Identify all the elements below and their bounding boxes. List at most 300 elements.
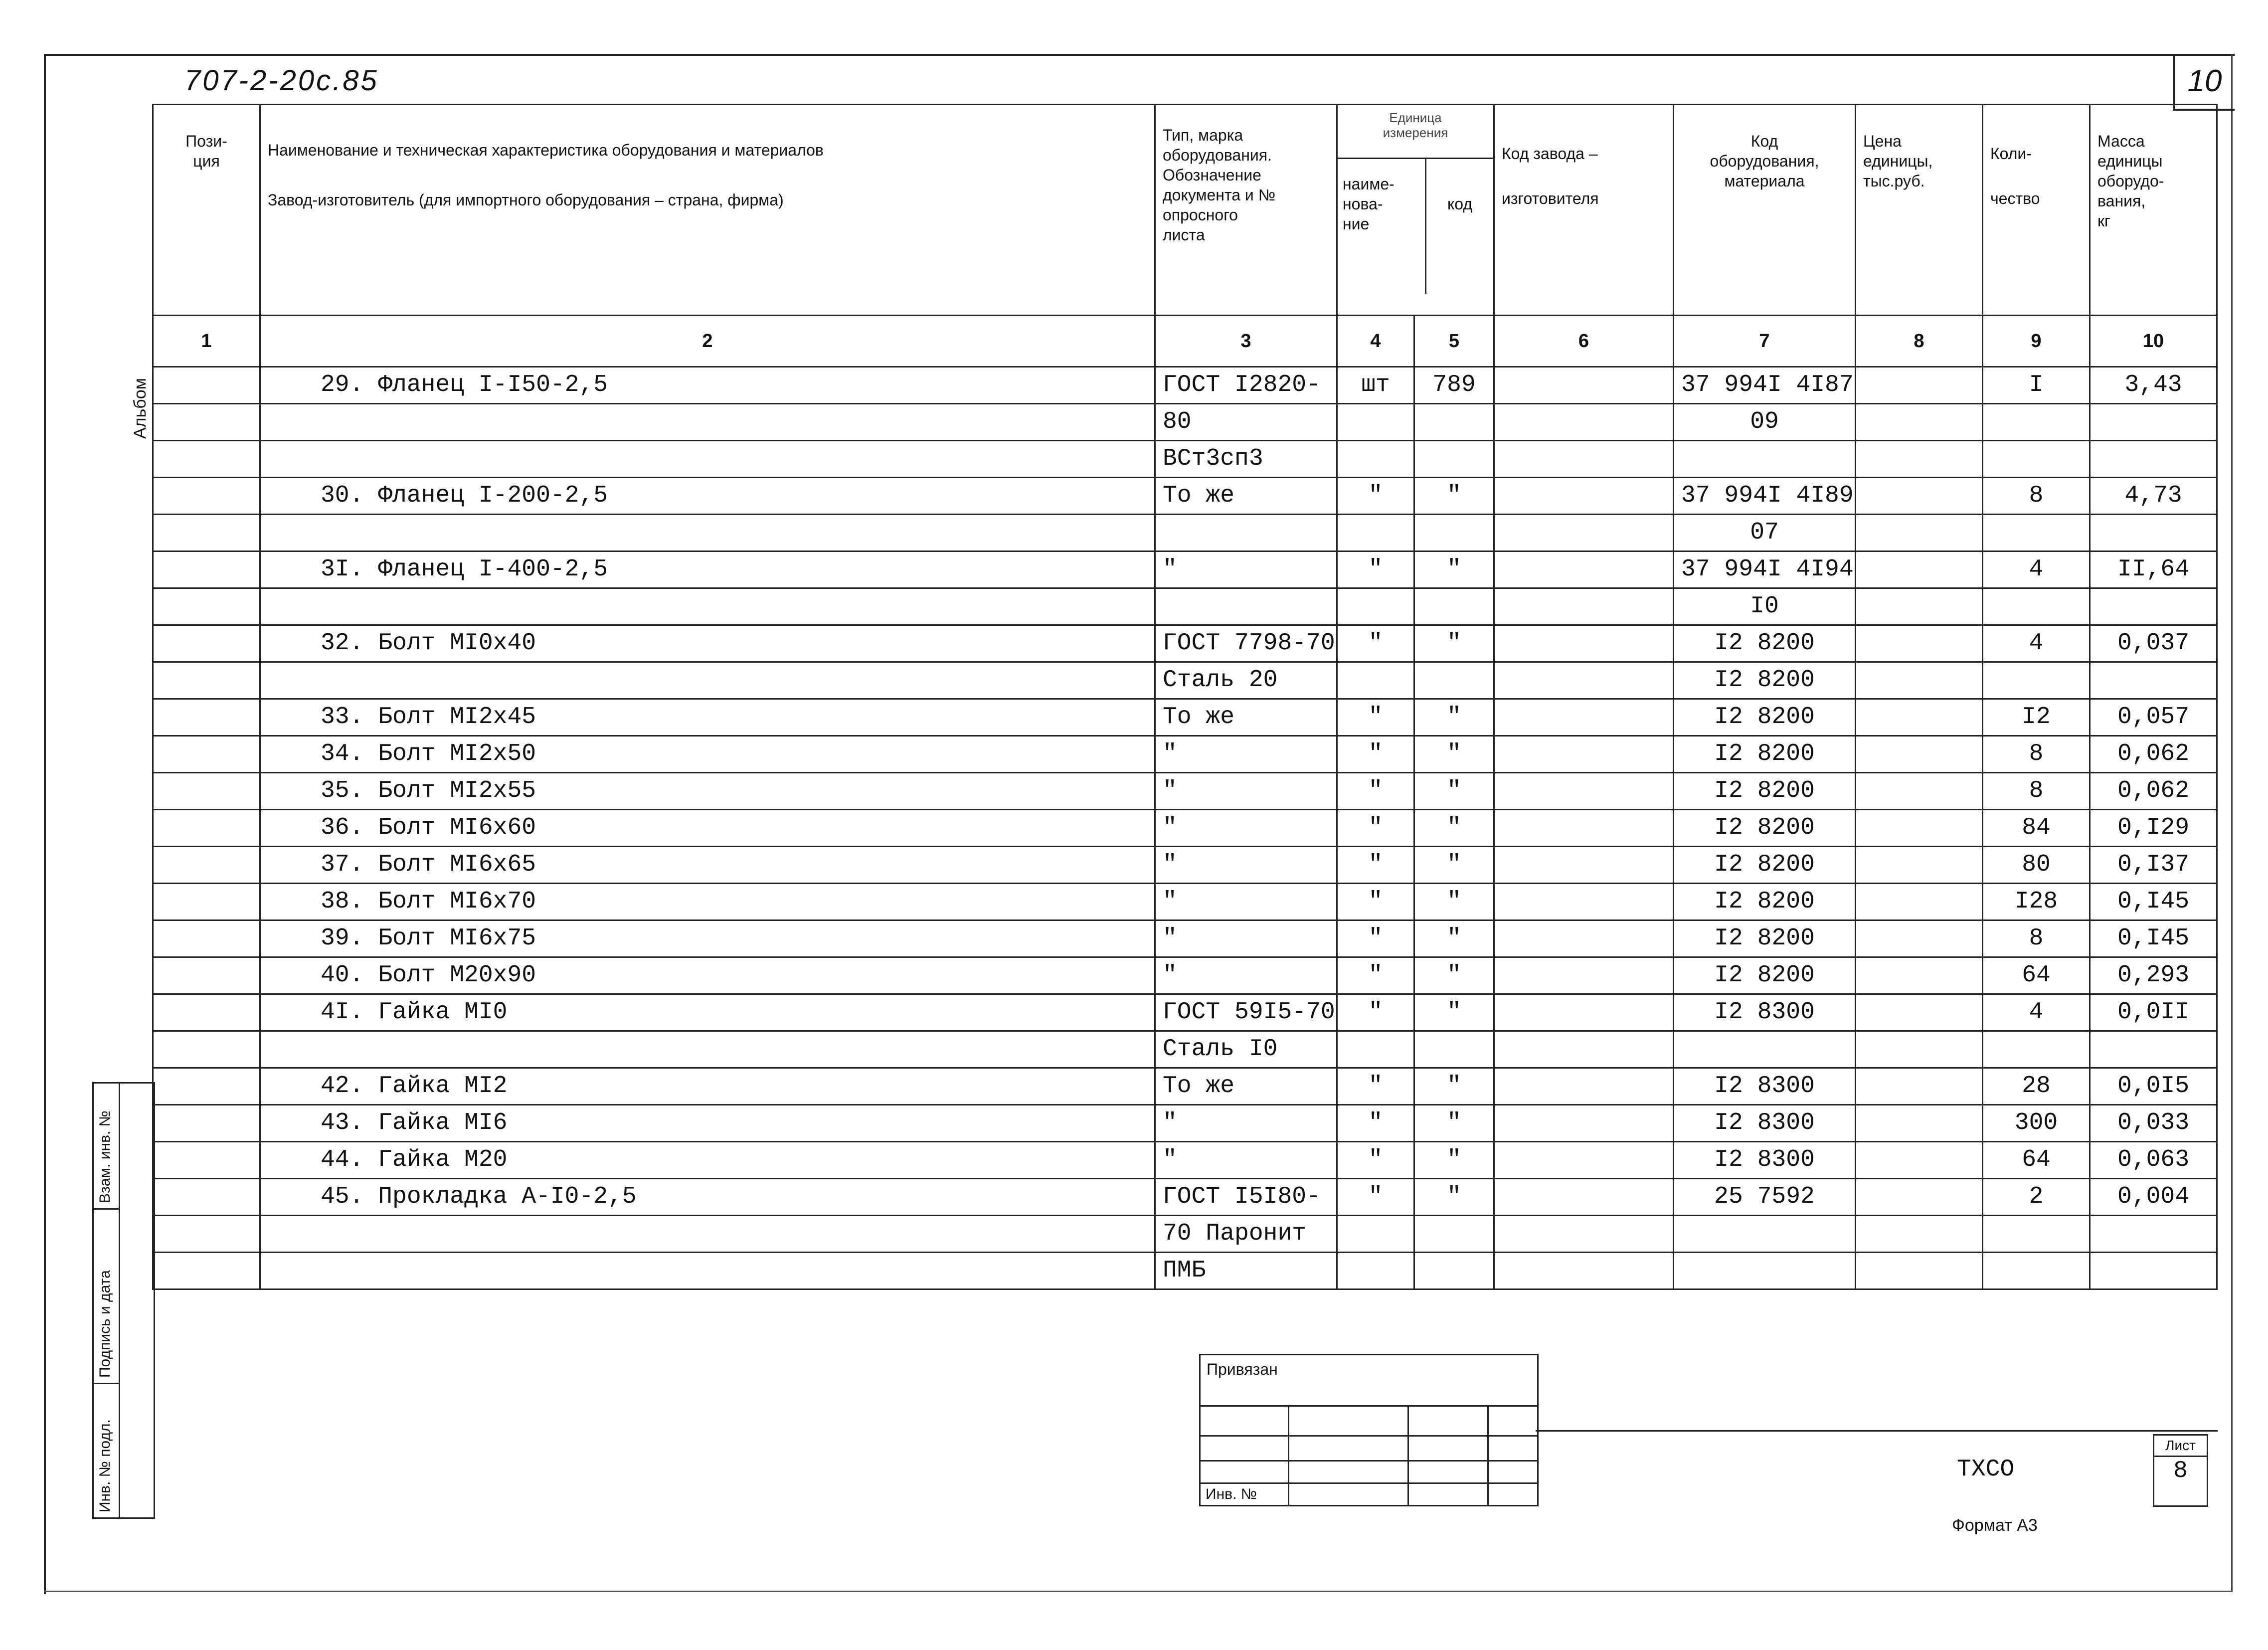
row-quantity: 4 [1983,551,2090,588]
row-equipment-code: I2 8300 [1674,994,1856,1031]
row-unit-code: " [1414,773,1494,810]
header-name [260,105,1155,316]
header-mass: Масса единицы оборудо- вания, кг [2090,105,2217,316]
row-mass: 0,062 [2090,736,2217,773]
row-position [153,1253,260,1289]
row-plant-code [1494,810,1674,847]
row-mass: 0,293 [2090,957,2217,994]
side-stamp-label-signature-date: Подпись и дата [97,1270,113,1378]
row-mass: 0,0I5 [2090,1068,2217,1105]
row-unit: " [1337,736,1414,773]
row-position [153,699,260,736]
row-unit: " [1337,1179,1414,1216]
table-row [153,847,2217,884]
row-type: " [1155,884,1337,920]
row-name: 4I. Гайка МI0 [260,994,1155,1031]
row-quantity [1983,1216,2090,1253]
binding-stamp-inv: Инв. № [1206,1486,1257,1502]
row-mass: 0,I45 [2090,920,2217,957]
frame-bottom-edge [44,1591,2233,1592]
row-equipment-code: I2 8300 [1674,1068,1856,1105]
row-name: 44. Гайка М20 [260,1142,1155,1179]
row-type: ПМБ [1155,1253,1337,1289]
row-quantity [1983,588,2090,625]
row-mass [2090,1253,2217,1289]
row-plant-code [1494,404,1674,441]
row-price [1856,367,1983,404]
stamp-line [1201,1405,1537,1407]
row-position [153,588,260,625]
table-row [153,699,2217,736]
table-row [153,1068,2217,1105]
row-unit-code: " [1414,957,1494,994]
row-type: То же [1155,478,1337,515]
column-number: 8 [1856,316,1983,367]
row-mass: 0,057 [2090,699,2217,736]
row-type: ГОСТ 7798-70 [1155,625,1337,662]
sheet-box [2153,1434,2208,1507]
sheet-corner-number: 10 [2173,54,2235,111]
row-unit [1337,1253,1414,1289]
row-price [1856,957,1983,994]
row-position [153,920,260,957]
row-position [153,478,260,515]
row-type: Сталь I0 [1155,1031,1337,1068]
row-position [153,957,260,994]
table-row [153,1179,2217,1216]
table-row [153,588,2217,625]
table-row [153,1216,2217,1253]
row-type: 80 [1155,404,1337,441]
row-mass: 0,0II [2090,994,2217,1031]
row-name: 35. Болт МI2х55 [260,773,1155,810]
row-price [1856,441,1983,478]
row-unit-code [1414,441,1494,478]
row-unit [1337,515,1414,551]
row-name [260,588,1155,625]
row-mass [2090,1216,2217,1253]
row-quantity [1983,404,2090,441]
row-type: ВСт3сп3 [1155,441,1337,478]
row-equipment-code: I2 8200 [1674,773,1856,810]
row-quantity: 8 [1983,478,2090,515]
row-plant-code [1494,1253,1674,1289]
row-position [153,625,260,662]
row-type: ГОСТ 59I5-70 [1155,994,1337,1031]
row-mass [2090,1031,2217,1068]
row-plant-code [1494,1031,1674,1068]
row-type: ГОСТ I5I80- [1155,1179,1337,1216]
row-position [153,662,260,699]
side-stamp-cell [94,1383,119,1384]
row-type: 70 Паронит [1155,1216,1337,1253]
row-mass [2090,515,2217,551]
row-quantity: I [1983,367,2090,404]
row-quantity [1983,515,2090,551]
row-price [1856,810,1983,847]
row-mass [2090,441,2217,478]
table-row [153,810,2217,847]
row-equipment-code: I2 8200 [1674,884,1856,920]
row-unit-code: 789 [1414,367,1494,404]
table-row [153,404,2217,441]
table-row [153,920,2217,957]
row-position [153,441,260,478]
header-unit-title: Единица измерения [1338,105,1493,159]
row-name: 29. Фланец I-I50-2,5 [260,367,1155,404]
table-row [153,736,2217,773]
row-name: 43. Гайка МI6 [260,1105,1155,1142]
row-position [153,1216,260,1253]
frame-right-edge [2231,54,2233,1592]
row-plant-code [1494,588,1674,625]
row-unit: " [1337,957,1414,994]
row-unit: " [1337,847,1414,884]
row-unit-code: " [1414,1179,1494,1216]
row-price [1856,1105,1983,1142]
row-unit-code: " [1414,810,1494,847]
row-type: То же [1155,699,1337,736]
row-plant-code [1494,957,1674,994]
row-unit: " [1337,810,1414,847]
row-unit-code [1414,1031,1494,1068]
row-name: 37. Болт МI6х65 [260,847,1155,884]
row-unit-code: " [1414,1068,1494,1105]
row-equipment-code: I2 8200 [1674,625,1856,662]
row-mass [2090,662,2217,699]
row-name [260,441,1155,478]
table-row [153,1031,2217,1068]
row-plant-code [1494,736,1674,773]
row-equipment-code: I0 [1674,588,1856,625]
row-equipment-code: I2 8200 [1674,810,1856,847]
row-unit-code [1414,662,1494,699]
row-position [153,515,260,551]
row-mass: 0,I45 [2090,884,2217,920]
column-number: 1 [153,316,260,367]
row-unit: " [1337,625,1414,662]
row-quantity: 2 [1983,1179,2090,1216]
row-quantity [1983,1253,2090,1289]
row-equipment-code: I2 8200 [1674,699,1856,736]
row-unit [1337,588,1414,625]
row-unit-code: " [1414,1142,1494,1179]
column-number: 6 [1494,316,1674,367]
row-type: " [1155,810,1337,847]
row-equipment-code: 25 7592 [1674,1179,1856,1216]
row-mass: 0,063 [2090,1142,2217,1179]
row-name [260,1253,1155,1289]
column-number: 4 [1337,316,1414,367]
row-position [153,847,260,884]
row-quantity: 64 [1983,1142,2090,1179]
row-price [1856,736,1983,773]
row-unit-code [1414,404,1494,441]
side-label-album: Альбом [131,378,150,439]
row-equipment-code [1674,1216,1856,1253]
header-equipment-code: Код оборудования, материала [1674,105,1856,316]
row-name [260,515,1155,551]
row-type: " [1155,773,1337,810]
row-equipment-code [1674,1253,1856,1289]
row-type: " [1155,551,1337,588]
row-equipment-code: 37 994I 4I94 [1674,551,1856,588]
row-name: 34. Болт МI2х50 [260,736,1155,773]
row-mass: 0,I37 [2090,847,2217,884]
row-plant-code [1494,1105,1674,1142]
row-unit-code: " [1414,884,1494,920]
stamp-line [1201,1460,1537,1462]
column-number: 5 [1414,316,1494,367]
row-plant-code [1494,441,1674,478]
row-name: 45. Прокладка А-I0-2,5 [260,1179,1155,1216]
row-name: 42. Гайка МI2 [260,1068,1155,1105]
row-type [1155,588,1337,625]
row-unit [1337,1031,1414,1068]
row-plant-code [1494,920,1674,957]
row-mass: 0,033 [2090,1105,2217,1142]
row-unit: " [1337,773,1414,810]
column-number: 9 [1983,316,2090,367]
row-type: ГОСТ I2820- [1155,367,1337,404]
row-unit: " [1337,699,1414,736]
row-quantity [1983,662,2090,699]
specification-table [152,104,2218,1290]
row-plant-code [1494,699,1674,736]
header-quantity: Коли- чество [1983,105,2090,316]
table-row [153,625,2217,662]
row-quantity [1983,441,2090,478]
row-mass [2090,404,2217,441]
row-plant-code [1494,478,1674,515]
stamp-vline [1288,1405,1289,1505]
title-block-line [1536,1430,2218,1432]
row-type [1155,515,1337,551]
row-price [1856,478,1983,515]
row-position [153,1142,260,1179]
row-price [1856,1068,1983,1105]
stamp-vline [1407,1405,1409,1505]
row-equipment-code: 09 [1674,404,1856,441]
row-plant-code [1494,1068,1674,1105]
table-row [153,662,2217,699]
row-equipment-code: I2 8200 [1674,920,1856,957]
side-stamp-label-replace-inv: Взам. инв. № [97,1110,113,1203]
row-price [1856,699,1983,736]
row-unit-code: " [1414,551,1494,588]
row-price [1856,404,1983,441]
row-name: 36. Болт МI6х60 [260,810,1155,847]
row-price [1856,773,1983,810]
row-price [1856,1216,1983,1253]
row-plant-code [1494,994,1674,1031]
side-stamp [92,1082,155,1519]
row-unit: шт [1337,367,1414,404]
row-unit: " [1337,884,1414,920]
row-equipment-code: I2 8300 [1674,1105,1856,1142]
header-price: Цена единицы, тыс.руб. [1856,105,1983,316]
row-plant-code [1494,884,1674,920]
side-stamp-divider [119,1084,120,1517]
binding-stamp-title: Привязан [1207,1360,1278,1378]
row-quantity: 4 [1983,625,2090,662]
document-code: ТХСО [1957,1456,2015,1483]
row-position [153,810,260,847]
row-unit-code: " [1414,994,1494,1031]
row-name: 38. Болт МI6х70 [260,884,1155,920]
paper-format: Формат А3 [1952,1516,2038,1535]
row-type: " [1155,957,1337,994]
row-equipment-code: I2 8300 [1674,1142,1856,1179]
row-type: Сталь 20 [1155,662,1337,699]
stamp-line [1201,1482,1537,1484]
table-row [153,1105,2217,1142]
row-plant-code [1494,847,1674,884]
row-equipment-code [1674,1031,1856,1068]
row-name [260,662,1155,699]
row-unit-code: " [1414,736,1494,773]
row-quantity: I28 [1983,884,2090,920]
row-price [1856,551,1983,588]
album-code: 707-2-20с.85 [184,64,379,97]
row-mass: II,64 [2090,551,2217,588]
row-quantity: 8 [1983,736,2090,773]
table-row [153,957,2217,994]
row-price [1856,662,1983,699]
row-name [260,1216,1155,1253]
row-plant-code [1494,1216,1674,1253]
row-position [153,773,260,810]
header-name-line1: Наименование и техническая характеристика оборудования и материалов [268,141,824,159]
row-unit: " [1337,920,1414,957]
row-plant-code [1494,1179,1674,1216]
row-quantity: 4 [1983,994,2090,1031]
row-type: " [1155,1105,1337,1142]
row-unit: " [1337,1142,1414,1179]
row-unit: " [1337,478,1414,515]
row-plant-code [1494,367,1674,404]
row-position [153,736,260,773]
row-position [153,404,260,441]
sheet-label: Лист [2154,1436,2207,1457]
row-mass: 4,73 [2090,478,2217,515]
row-quantity: I2 [1983,699,2090,736]
row-unit: " [1337,1105,1414,1142]
row-plant-code [1494,625,1674,662]
row-position [153,884,260,920]
row-unit: " [1337,551,1414,588]
row-quantity: 8 [1983,773,2090,810]
row-unit: " [1337,994,1414,1031]
row-plant-code [1494,662,1674,699]
column-number: 10 [2090,316,2217,367]
row-unit-code: " [1414,920,1494,957]
row-unit [1337,441,1414,478]
row-unit-code [1414,1253,1494,1289]
header-unit [1337,105,1494,316]
table-row [153,551,2217,588]
row-price [1856,1031,1983,1068]
row-quantity: 8 [1983,920,2090,957]
row-quantity: 80 [1983,847,2090,884]
row-type: " [1155,847,1337,884]
row-price [1856,920,1983,957]
row-name: 33. Болт МI2х45 [260,699,1155,736]
row-mass: 0,I29 [2090,810,2217,847]
row-unit-code [1414,1216,1494,1253]
row-unit-code [1414,588,1494,625]
row-unit-code: " [1414,1105,1494,1142]
row-unit-code: " [1414,699,1494,736]
row-equipment-code: 37 994I 4I87 [1674,367,1856,404]
row-plant-code [1494,515,1674,551]
row-name: 30. Фланец I-200-2,5 [260,478,1155,515]
row-unit-code: " [1414,847,1494,884]
row-equipment-code: 07 [1674,515,1856,551]
table-row [153,441,2217,478]
table-row [153,478,2217,515]
row-unit [1337,404,1414,441]
row-name: 32. Болт МI0х40 [260,625,1155,662]
row-price [1856,884,1983,920]
row-quantity: 84 [1983,810,2090,847]
table-row [153,994,2217,1031]
table-row [153,884,2217,920]
row-mass: 0,037 [2090,625,2217,662]
row-price [1856,1253,1983,1289]
table-header-row [153,105,2217,316]
row-quantity: 300 [1983,1105,2090,1142]
table-row [153,1253,2217,1289]
row-mass: 0,004 [2090,1179,2217,1216]
row-position [153,1179,260,1216]
row-equipment-code: I2 8200 [1674,662,1856,699]
row-name: 39. Болт МI6х75 [260,920,1155,957]
row-price [1856,994,1983,1031]
row-equipment-code: 37 994I 4I89 [1674,478,1856,515]
table-row [153,1142,2217,1179]
row-mass [2090,588,2217,625]
binding-stamp [1199,1354,1539,1506]
column-number: 3 [1155,316,1337,367]
row-type: " [1155,736,1337,773]
row-unit-code: " [1414,625,1494,662]
column-number: 7 [1674,316,1856,367]
row-unit: " [1337,1068,1414,1105]
row-price [1856,515,1983,551]
row-plant-code [1494,1142,1674,1179]
row-equipment-code: I2 8200 [1674,957,1856,994]
header-type: Тип, марка оборудования. Обозначение документа и № опросного листа [1155,105,1337,316]
row-price [1856,1142,1983,1179]
row-position [153,1068,260,1105]
row-equipment-code: I2 8200 [1674,736,1856,773]
header-name-line2: Завод-изготовитель (для импортного оборудования – страна, фирма) [268,191,784,209]
row-equipment-code [1674,441,1856,478]
row-type: " [1155,1142,1337,1179]
row-unit-code: " [1414,478,1494,515]
side-stamp-cell [94,1208,119,1210]
row-price [1856,588,1983,625]
row-name [260,404,1155,441]
row-plant-code [1494,773,1674,810]
column-number: 2 [260,316,1155,367]
row-mass: 3,43 [2090,367,2217,404]
row-position [153,551,260,588]
row-name: 40. Болт М20х90 [260,957,1155,994]
stamp-line [1201,1435,1537,1437]
table-row [153,773,2217,810]
